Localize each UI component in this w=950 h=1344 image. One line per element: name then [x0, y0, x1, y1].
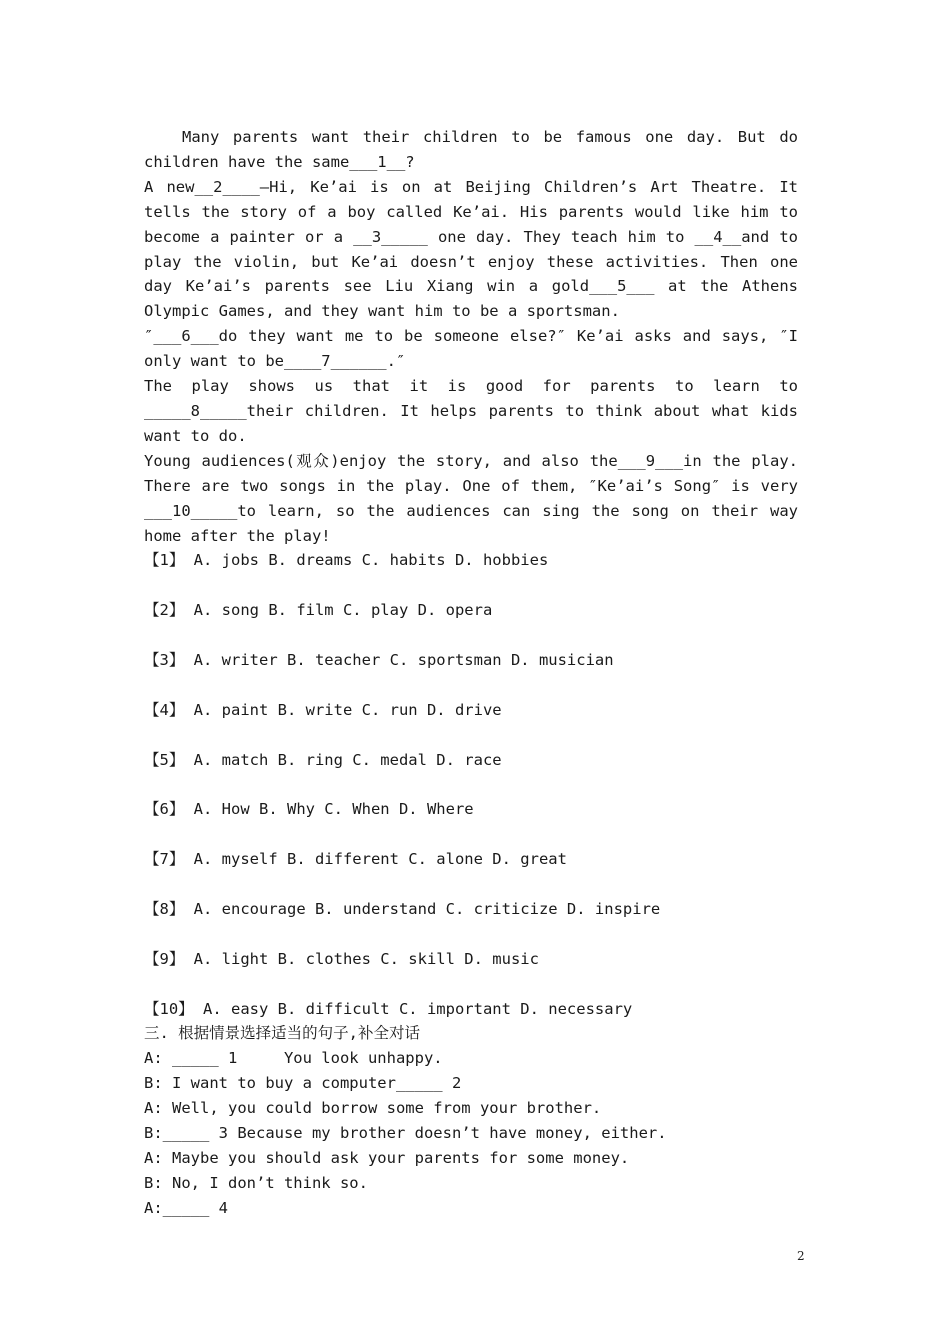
option-line-8: 【8】 A. encourage B. understand C. criticize D. inspire — [144, 899, 661, 918]
passage-paragraph-3: ″___6___do they want me to be someone else?″ Ke’ai asks and says, ″I only want to be____7______.″ — [144, 327, 798, 371]
dialogue-line-4: B:_____ 3 Because my brother doesn’t have money, either. — [144, 1124, 667, 1143]
page-number: 2 — [797, 1249, 805, 1263]
dialogue-line-7: A:_____ 4 — [144, 1198, 228, 1217]
options-list — [144, 548, 798, 1021]
passage-paragraph-1: Many parents want their children to be famous one day. But do children have the same___1__? — [144, 128, 798, 171]
document-body — [144, 125, 798, 1221]
dialogue-line-5: A: Maybe you should ask your parents for some money. — [144, 1149, 630, 1168]
passage-paragraph-4: The play shows us that it is good for parents to learn to _____8_____their children. It helps parents to think about what kids want to do. — [144, 377, 798, 445]
passage-paragraph-5: Young audiences(观众)enjoy the story, and also the___9___in the play. There are two songs in the play. One of them, ″Ke’ai’s Song″ is very ___10_____to learn, so the audiences can sing the song on their way home after the play! — [144, 451, 798, 545]
option-line-2: 【2】 A. song B. film C. play D. opera — [144, 601, 493, 620]
passage-paragraph-2: A new__2____—Hi, Ke’ai is on at Beijing Children’s Art Theatre. It tells the story of a boy called Ke’ai. His parents would like him to become a painter or a __3_____ one day. They teach him to __4__and to play the violin, but Ke’ai doesn’t enjoy these activities. Then one day Ke’ai’s parents see Liu Xiang win a gold___5___ at the Athens Olympic Games, and they want him to be a sportsman. — [144, 177, 798, 321]
option-line-4: 【4】 A. paint B. write C. run D. drive — [144, 700, 502, 719]
option-line-6: 【6】 A. How B. Why C. When D. Where — [144, 800, 474, 819]
option-line-7: 【7】 A. myself B. different C. alone D. great — [144, 850, 567, 869]
dialogue-line-1: A: _____ 1 You look unhappy. — [144, 1049, 443, 1068]
option-line-10: 【10】 A. easy B. difficult C. important D. necessary — [144, 999, 633, 1018]
dialogue-line-6: B: No, I don’t think so. — [144, 1173, 368, 1192]
option-line-1: 【1】 A. jobs B. dreams C. habits D. hobbies — [144, 551, 549, 570]
dialogue-line-3: A: Well, you could borrow some from your brother. — [144, 1099, 602, 1118]
section-3-heading: 三. 根据情景选择适当的句子,补全对话 — [144, 1024, 420, 1043]
option-line-3: 【3】 A. writer B. teacher C. sportsman D. musician — [144, 651, 614, 669]
dialogue — [144, 1046, 798, 1220]
option-line-9: 【9】 A. light B. clothes C. skill D. music — [144, 949, 539, 968]
option-line-5: 【5】 A. match B. ring C. medal D. race — [144, 750, 502, 769]
dialogue-line-2: B: I want to buy a computer_____ 2 — [144, 1074, 462, 1093]
